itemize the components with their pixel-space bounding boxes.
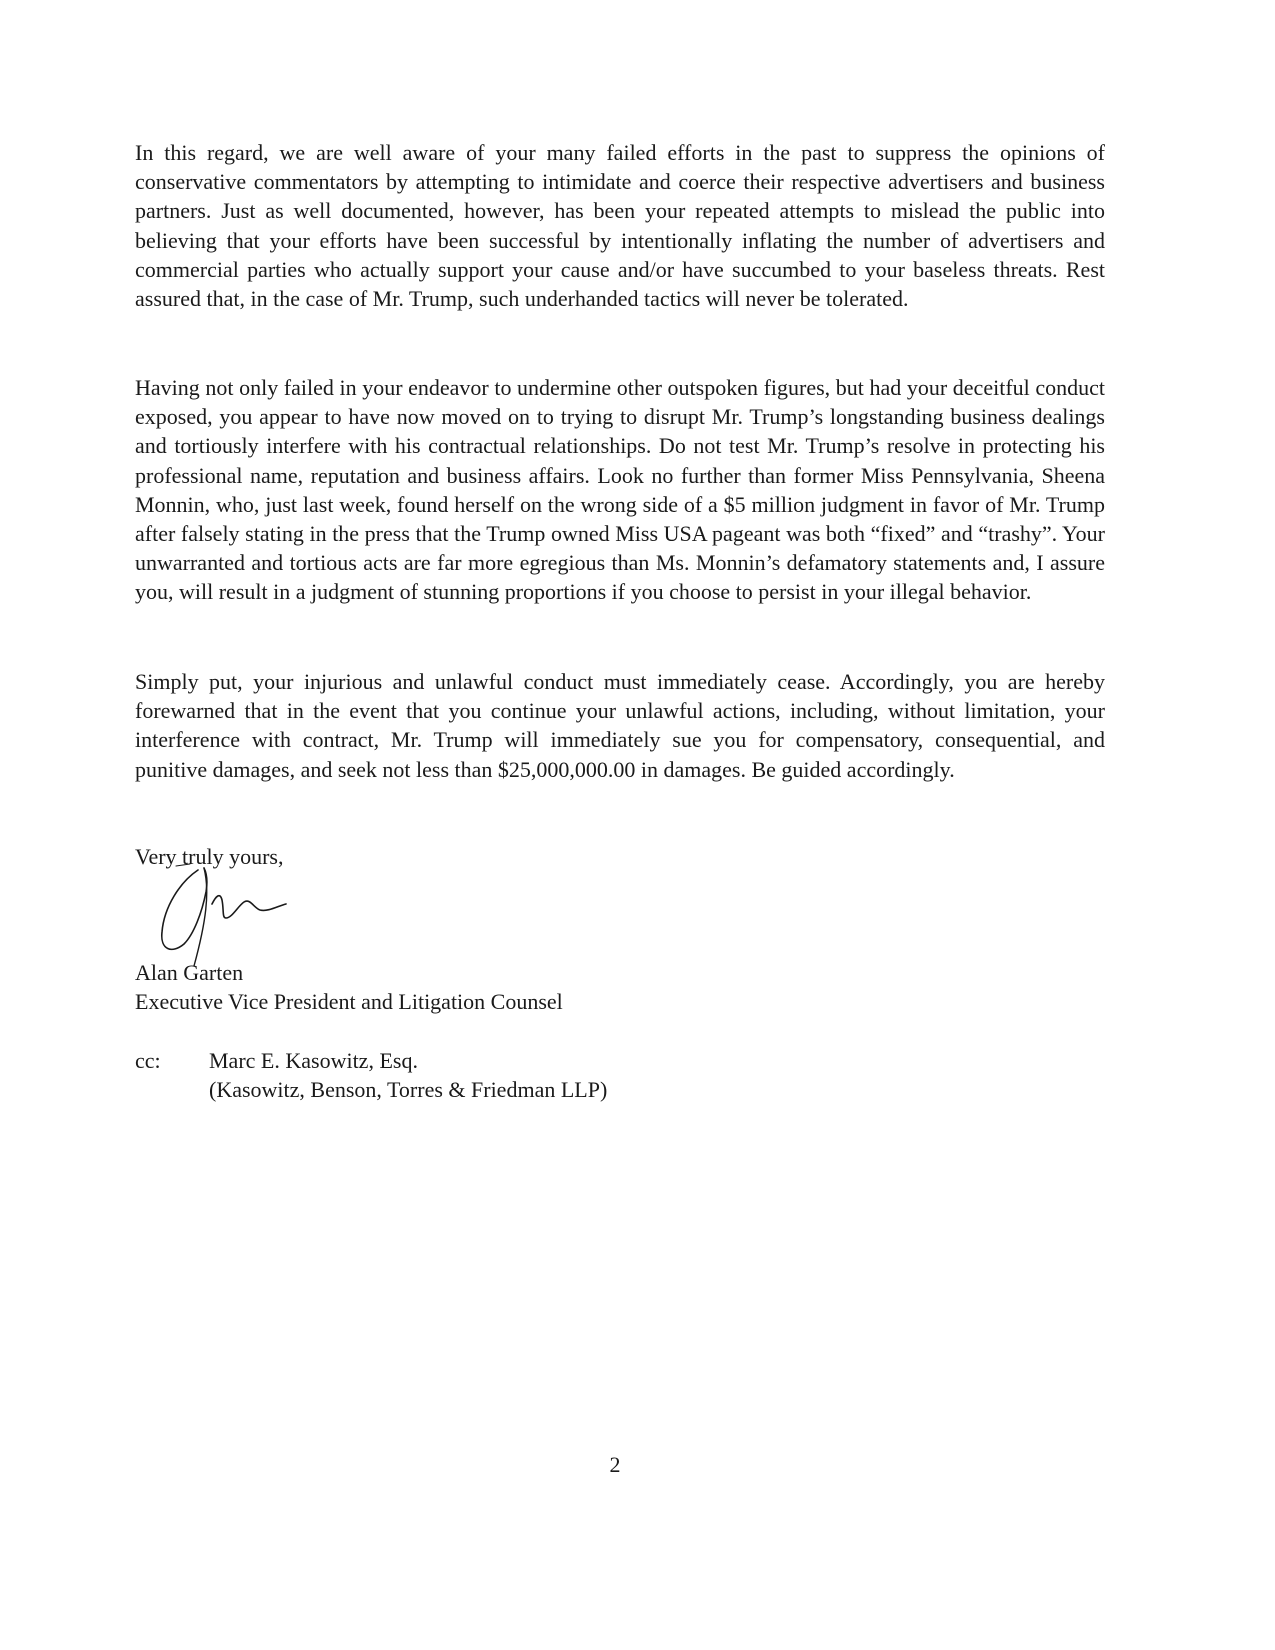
body-paragraph-2: Having not only failed in your endeavor to undermine other outspoken figures, but had your deceitful conduct exposed, you appear to have now moved on to trying to disrupt Mr. Trump’s longstanding business dealings and tortiously interfere with his contractual relationships. Do not test Mr. Trump’s resolve in protecting his professional name, reputation and business affairs. Look no further than former Miss Pennsylvania, Sheena Monnin, who, just last week, found herself on the wrong side of a $5 million judgment in favor of Mr. Trump after falsely stating in the press that the Trump owned Miss USA pageant was both “fixed” and “trashy”. Your unwarranted and tortious acts are far more egregious than Ms. Monnin’s defamatory statements and, I assure you, will result in a judgment of stunning proportions if you choose to persist in your illegal behavior. — [135, 375, 1105, 605]
closing-salutation: Very truly yours, — [135, 844, 284, 869]
signer-title: Executive Vice President and Litigation Counsel — [135, 989, 563, 1014]
body-paragraph-3: Simply put, your injurious and unlawful conduct must immediately cease. Accordingly, you are hereby forewarned that in the event that you continue your unlawful actions, including, without limitation, your interference with contract, Mr. Trump will immediately sue you for compensatory, consequential, and punitive damages, and seek not less than $25,000,000.00 in damages. Be guided accordingly. — [135, 669, 1105, 782]
cc-label: cc: — [135, 1048, 161, 1073]
cc-recipient-firm: (Kasowitz, Benson, Torres & Friedman LLP) — [209, 1077, 608, 1102]
body-paragraph-1: In this regard, we are well aware of your many failed efforts in the past to suppress the opinions of conservative commentators by attempting to intimidate and coerce their respective advertisers and business partners. Just as well documented, however, has been your repeated attempts to mislead the public into believing that your efforts have been successful by intentionally inflating the number of advertisers and commercial parties who actually support your cause and/or have succumbed to your baseless threats. Rest assured that, in the case of Mr. Trump, such underhanded tactics will never be tolerated. — [135, 140, 1105, 312]
page-number: 2 — [609, 1452, 621, 1477]
cc-recipient-name: Marc E. Kasowitz, Esq. — [209, 1048, 418, 1073]
handwritten-signature — [150, 862, 310, 972]
signer-name: Alan Garten — [135, 960, 244, 985]
